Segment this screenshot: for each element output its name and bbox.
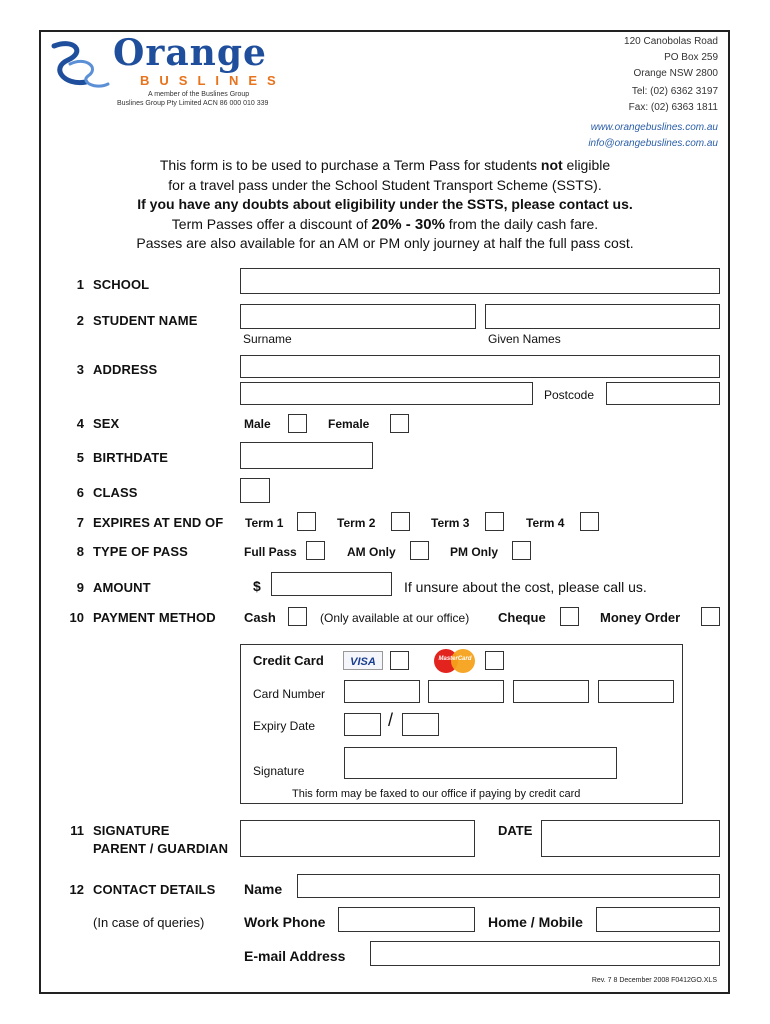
contact-block [588, 34, 718, 152]
given-names-input[interactable] [485, 304, 720, 329]
term2-label: Term 2 [337, 516, 376, 530]
card-number-input-3[interactable] [513, 680, 589, 703]
card-number-input-1[interactable] [344, 680, 420, 703]
intro-line-4: Term Passes offer a discount of 20% - 30% from the daily cash fare. [171, 215, 599, 233]
female-checkbox[interactable] [390, 414, 409, 433]
birthdate-label: BIRTHDATE [93, 450, 169, 465]
contact-details-label: CONTACT DETAILS [93, 882, 216, 897]
female-label: Female [328, 417, 370, 431]
card-signature-input[interactable] [344, 747, 617, 779]
card-number-label: Card Number [253, 687, 326, 701]
full-pass-checkbox[interactable] [306, 541, 325, 560]
term3-checkbox[interactable] [485, 512, 504, 531]
cash-label: Cash [244, 610, 276, 625]
amount-input[interactable] [271, 572, 392, 596]
home-mobile-label: Home / Mobile [488, 914, 583, 930]
in-case-note: (In case of queries) [93, 915, 205, 930]
given-names-caption: Given Names [488, 332, 561, 346]
term3-label: Term 3 [431, 516, 470, 530]
card-number-input-4[interactable] [598, 680, 674, 703]
expiry-slash: / [388, 710, 394, 730]
full-pass-label: Full Pass [244, 545, 297, 559]
surname-input[interactable] [240, 304, 476, 329]
term4-checkbox[interactable] [580, 512, 599, 531]
type-of-pass-label: TYPE OF PASS [93, 544, 188, 559]
signature-label: SIGNATURE [93, 823, 170, 838]
student-name-label: STUDENT NAME [93, 313, 198, 328]
address-label: ADDRESS [93, 362, 158, 377]
sub-brand: BUSLINES [140, 73, 286, 88]
telephone: Tel: (02) 6362 3197 [631, 86, 718, 97]
name-label: Name [244, 881, 283, 897]
date-label: DATE [498, 823, 533, 838]
address-line-3: Orange NSW 2800 [633, 68, 718, 79]
mastercard-checkbox[interactable] [485, 651, 504, 670]
fax: Fax: (02) 6363 1811 [628, 102, 718, 113]
row-number: 4 [76, 416, 84, 431]
intro-line-3: If you have any doubts about eligibility under the SSTS, please contact us. [137, 196, 633, 212]
revision-footer: Rev. 7 8 December 2008 F0412GO.XLS [591, 977, 717, 984]
school-input[interactable] [240, 268, 720, 294]
address-line-2: PO Box 259 [664, 52, 718, 63]
expiry-month-input[interactable] [344, 713, 381, 736]
cheque-label: Cheque [498, 610, 546, 625]
email-link[interactable]: info@orangebuslines.com.au [588, 138, 718, 149]
expiry-year-input[interactable] [402, 713, 439, 736]
intro-text [40, 156, 730, 254]
row-number: 12 [69, 882, 84, 897]
credit-card-title: Credit Card [253, 653, 324, 668]
cash-note: (Only available at our office) [320, 611, 470, 625]
row-number: 2 [76, 313, 84, 328]
class-input[interactable] [240, 478, 270, 503]
male-checkbox[interactable] [288, 414, 307, 433]
home-mobile-input[interactable] [596, 907, 720, 932]
intro-line-2: for a travel pass under the School Student Transport Scheme (SSTS). [168, 176, 602, 193]
dollar-sign: $ [253, 578, 261, 594]
male-label: Male [244, 417, 271, 431]
fax-note: This form may be faxed to our office if paying by credit card [292, 788, 581, 800]
intro-line-5: Passes are also available for an AM or PM only journey at half the full pass cost. [136, 235, 634, 251]
date-input[interactable] [541, 820, 720, 857]
amount-label: AMOUNT [93, 580, 151, 595]
school-label: SCHOOL [93, 277, 150, 292]
row-number: 10 [69, 610, 84, 625]
row-number: 9 [76, 580, 84, 595]
row-number: 5 [76, 450, 84, 465]
cash-checkbox[interactable] [288, 607, 307, 626]
brand-name: Orange [113, 32, 267, 74]
cheque-checkbox[interactable] [560, 607, 579, 626]
term2-checkbox[interactable] [391, 512, 410, 531]
parent-guardian-label: PARENT / GUARDIAN [93, 841, 229, 856]
address-line-1: 120 Canobolas Road [624, 36, 718, 47]
work-phone-label: Work Phone [244, 914, 326, 930]
card-signature-label: Signature [253, 764, 305, 778]
postcode-input[interactable] [606, 382, 720, 405]
money-order-checkbox[interactable] [701, 607, 720, 626]
email-address-label: E-mail Address [244, 948, 346, 964]
birthdate-input[interactable] [240, 442, 373, 469]
pm-only-checkbox[interactable] [512, 541, 531, 560]
row-number: 11 [70, 823, 84, 838]
class-label: CLASS [93, 485, 138, 500]
parent-signature-input[interactable] [240, 820, 475, 857]
am-only-label: AM Only [347, 545, 396, 559]
visa-logo-icon: VISA [343, 651, 383, 670]
mastercard-logo-icon: MasterCard [434, 649, 476, 673]
work-phone-input[interactable] [338, 907, 475, 932]
contact-name-input[interactable] [297, 874, 720, 898]
website-link[interactable]: www.orangebuslines.com.au [590, 122, 718, 133]
address-input-1[interactable] [240, 355, 720, 378]
intro-line-1: This form is to be used to purchase a Term Pass for students not eligible [159, 157, 611, 173]
am-only-checkbox[interactable] [410, 541, 429, 560]
expires-label: EXPIRES AT END OF [93, 515, 224, 530]
term4-label: Term 4 [526, 516, 565, 530]
address-input-2[interactable] [240, 382, 533, 405]
row-number: 1 [76, 277, 84, 292]
expiry-date-label: Expiry Date [253, 719, 316, 733]
sex-label: SEX [93, 416, 120, 431]
row-number: 8 [76, 544, 84, 559]
surname-caption: Surname [243, 332, 292, 346]
tagline-1: A member of the Buslines Group [148, 91, 250, 98]
swoosh-logo-icon [46, 38, 114, 98]
term1-checkbox[interactable] [297, 512, 316, 531]
postcode-label: Postcode [544, 388, 595, 402]
row-number: 7 [76, 515, 84, 530]
tagline-2: Buslines Group Pty Limited ACN 86 000 010 339 [117, 100, 269, 107]
amount-note: If unsure about the cost, please call us. [404, 579, 647, 595]
row-number: 6 [76, 485, 84, 500]
visa-checkbox[interactable] [390, 651, 409, 670]
pm-only-label: PM Only [450, 545, 499, 559]
money-order-label: Money Order [600, 610, 681, 625]
email-address-input[interactable] [370, 941, 720, 966]
card-number-input-2[interactable] [428, 680, 504, 703]
payment-method-label: PAYMENT METHOD [93, 610, 216, 625]
term1-label: Term 1 [245, 516, 284, 530]
row-number: 3 [76, 362, 84, 377]
